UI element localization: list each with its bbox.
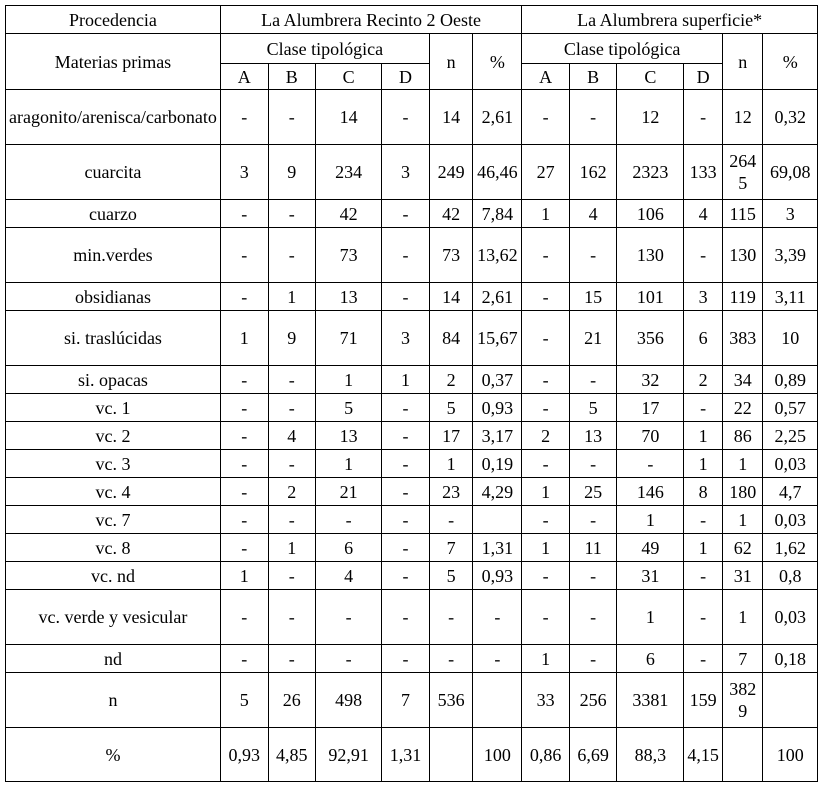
table-cell: 101 bbox=[617, 283, 684, 311]
table-cell: - bbox=[429, 590, 473, 645]
material-label: vc. 2 bbox=[6, 422, 221, 450]
materias-primas-header: Materias primas bbox=[6, 34, 221, 90]
table-cell: 92,91 bbox=[316, 728, 382, 782]
material-label: obsidianas bbox=[6, 283, 221, 311]
table-cell: 3829 bbox=[723, 673, 763, 728]
table-cell: - bbox=[382, 478, 430, 506]
table-cell: 42 bbox=[429, 200, 473, 228]
table-row bbox=[6, 450, 818, 478]
table-cell: 356 bbox=[617, 311, 684, 366]
table-cell: 86 bbox=[723, 422, 763, 450]
table-cell: - bbox=[268, 506, 315, 534]
table-cell: 2 bbox=[429, 366, 473, 394]
table-cell: - bbox=[684, 590, 723, 645]
table-cell: - bbox=[382, 450, 430, 478]
table-cell: - bbox=[473, 645, 522, 673]
table-cell: 15,67 bbox=[473, 311, 522, 366]
table-cell: 6 bbox=[617, 645, 684, 673]
table-cell: - bbox=[220, 90, 268, 145]
table-cell: - bbox=[268, 590, 315, 645]
table-cell: 5 bbox=[316, 394, 382, 422]
table-cell: 17 bbox=[429, 422, 473, 450]
table-cell: 133 bbox=[684, 145, 723, 200]
table-cell: 26 bbox=[268, 673, 315, 728]
site2-header: La Alumbrera superficie* bbox=[522, 6, 818, 34]
table-cell: 7,84 bbox=[473, 200, 522, 228]
header-row-clase bbox=[6, 34, 818, 64]
table-cell: 3381 bbox=[617, 673, 684, 728]
site1-header: La Alumbrera Recinto 2 Oeste bbox=[220, 6, 521, 34]
table-cell: - bbox=[684, 228, 723, 283]
table-cell: 62 bbox=[723, 534, 763, 562]
table-cell: 49 bbox=[617, 534, 684, 562]
site2-clase-header: Clase tipológica bbox=[522, 34, 723, 64]
table-cell: 1,62 bbox=[763, 534, 818, 562]
table-cell: 100 bbox=[763, 728, 818, 782]
table-cell: - bbox=[220, 228, 268, 283]
table-cell: - bbox=[220, 645, 268, 673]
table-cell: 180 bbox=[723, 478, 763, 506]
table-cell: 1 bbox=[684, 450, 723, 478]
table-cell: 4 bbox=[268, 422, 315, 450]
table-cell: 130 bbox=[723, 228, 763, 283]
table-cell: - bbox=[569, 590, 616, 645]
table-cell: - bbox=[220, 450, 268, 478]
table-cell: 162 bbox=[569, 145, 616, 200]
table-cell: - bbox=[268, 394, 315, 422]
material-label: cuarcita bbox=[6, 145, 221, 200]
table-cell: 1 bbox=[522, 534, 570, 562]
table-cell: 34 bbox=[723, 366, 763, 394]
table-cell: - bbox=[569, 506, 616, 534]
procedencia-header: Procedencia bbox=[6, 6, 221, 34]
table-cell: 1 bbox=[723, 506, 763, 534]
table-row bbox=[6, 228, 818, 283]
table-cell: - bbox=[522, 590, 570, 645]
table-cell: - bbox=[684, 562, 723, 590]
table-cell: 14 bbox=[429, 283, 473, 311]
table-cell: 6,69 bbox=[569, 728, 616, 782]
table-row bbox=[6, 728, 818, 782]
table-cell: 1 bbox=[268, 534, 315, 562]
table-cell: - bbox=[522, 450, 570, 478]
table-cell: - bbox=[268, 200, 315, 228]
table-cell: - bbox=[382, 534, 430, 562]
material-label: vc. 3 bbox=[6, 450, 221, 478]
site1-class-c-header: C bbox=[316, 64, 382, 90]
table-cell: 6 bbox=[684, 311, 723, 366]
table-row bbox=[6, 366, 818, 394]
table-cell: 0,03 bbox=[763, 590, 818, 645]
table-cell: 14 bbox=[316, 90, 382, 145]
table-cell: 2,61 bbox=[473, 283, 522, 311]
material-label: vc. 7 bbox=[6, 506, 221, 534]
table-cell: 73 bbox=[316, 228, 382, 283]
table-cell: - bbox=[569, 90, 616, 145]
table-cell: - bbox=[522, 366, 570, 394]
table-cell: 1 bbox=[316, 450, 382, 478]
table-cell: 1 bbox=[522, 200, 570, 228]
table-cell: 0,37 bbox=[473, 366, 522, 394]
table-cell: - bbox=[268, 90, 315, 145]
table-cell: 5 bbox=[429, 394, 473, 422]
table-cell: 3 bbox=[382, 145, 430, 200]
table-cell: 256 bbox=[569, 673, 616, 728]
table-cell: - bbox=[268, 450, 315, 478]
table-row bbox=[6, 90, 818, 145]
site2-class-c-header: C bbox=[617, 64, 684, 90]
table-cell: 8 bbox=[684, 478, 723, 506]
table-cell: - bbox=[684, 394, 723, 422]
table-cell: 70 bbox=[617, 422, 684, 450]
table-cell: 4 bbox=[316, 562, 382, 590]
table-cell: 42 bbox=[316, 200, 382, 228]
site1-pct-header: % bbox=[473, 34, 522, 90]
table-cell: - bbox=[220, 422, 268, 450]
table-cell: 498 bbox=[316, 673, 382, 728]
site1-class-b-header: B bbox=[268, 64, 315, 90]
table-cell: - bbox=[382, 200, 430, 228]
table-row bbox=[6, 645, 818, 673]
table-cell: 21 bbox=[316, 478, 382, 506]
site1-clase-header: Clase tipológica bbox=[220, 34, 429, 64]
table-cell: - bbox=[522, 283, 570, 311]
table-cell: - bbox=[684, 506, 723, 534]
table-cell: 1 bbox=[522, 645, 570, 673]
table-cell: - bbox=[382, 590, 430, 645]
table-cell: 115 bbox=[723, 200, 763, 228]
table-cell: - bbox=[569, 562, 616, 590]
table-cell: 12 bbox=[723, 90, 763, 145]
table-cell: 2,25 bbox=[763, 422, 818, 450]
table-cell: 1 bbox=[684, 422, 723, 450]
table-cell: - bbox=[382, 562, 430, 590]
table-cell: 4,29 bbox=[473, 478, 522, 506]
header-row-site bbox=[6, 6, 818, 34]
table-cell: 84 bbox=[429, 311, 473, 366]
table-cell: 130 bbox=[617, 228, 684, 283]
table-cell: 23 bbox=[429, 478, 473, 506]
table-cell: - bbox=[220, 283, 268, 311]
table-cell: - bbox=[382, 422, 430, 450]
table-row bbox=[6, 200, 818, 228]
table-cell: 13,62 bbox=[473, 228, 522, 283]
table-cell: 9 bbox=[268, 311, 315, 366]
table-cell: 1 bbox=[617, 590, 684, 645]
table-row bbox=[6, 590, 818, 645]
table-cell: - bbox=[522, 228, 570, 283]
table-cell: - bbox=[522, 562, 570, 590]
table-cell: - bbox=[522, 311, 570, 366]
site2-class-b-header: B bbox=[569, 64, 616, 90]
table-row bbox=[6, 506, 818, 534]
table-cell bbox=[473, 673, 522, 728]
table-cell: - bbox=[316, 506, 382, 534]
table-cell: - bbox=[382, 506, 430, 534]
table-row bbox=[6, 534, 818, 562]
provenance-table bbox=[5, 5, 818, 782]
site1-class-a-header: A bbox=[220, 64, 268, 90]
table-cell bbox=[723, 728, 763, 782]
table-cell: 0,93 bbox=[473, 394, 522, 422]
table-cell: 383 bbox=[723, 311, 763, 366]
table-cell: 2323 bbox=[617, 145, 684, 200]
table-cell: - bbox=[268, 228, 315, 283]
table-cell: - bbox=[684, 645, 723, 673]
table-cell: 32 bbox=[617, 366, 684, 394]
table-cell: 12 bbox=[617, 90, 684, 145]
table-cell: 5 bbox=[429, 562, 473, 590]
table-cell: 14 bbox=[429, 90, 473, 145]
table-row bbox=[6, 422, 818, 450]
table-cell: 7 bbox=[723, 645, 763, 673]
table-cell: 6 bbox=[316, 534, 382, 562]
table-cell: 1 bbox=[723, 450, 763, 478]
table-cell bbox=[763, 673, 818, 728]
table-cell: 1 bbox=[684, 534, 723, 562]
table-cell: 22 bbox=[723, 394, 763, 422]
table-cell: 13 bbox=[316, 422, 382, 450]
material-label: vc. 4 bbox=[6, 478, 221, 506]
table-cell: 7 bbox=[429, 534, 473, 562]
table-cell: 69,08 bbox=[763, 145, 818, 200]
table-cell: 234 bbox=[316, 145, 382, 200]
table-cell: - bbox=[220, 506, 268, 534]
table-cell: 3,11 bbox=[763, 283, 818, 311]
site2-class-d-header: D bbox=[684, 64, 723, 90]
table-cell: 1 bbox=[268, 283, 315, 311]
table-cell: 2,61 bbox=[473, 90, 522, 145]
table-cell: 1 bbox=[617, 506, 684, 534]
table-cell: 3,17 bbox=[473, 422, 522, 450]
table-cell: 4,85 bbox=[268, 728, 315, 782]
table-row bbox=[6, 311, 818, 366]
table-cell: - bbox=[382, 228, 430, 283]
table-cell: 1 bbox=[522, 478, 570, 506]
material-label: si. opacas bbox=[6, 366, 221, 394]
table-cell: 1,31 bbox=[382, 728, 430, 782]
table-cell: 2645 bbox=[723, 145, 763, 200]
material-label: n bbox=[6, 673, 221, 728]
table-cell: - bbox=[382, 90, 430, 145]
table-cell: 5 bbox=[569, 394, 616, 422]
table-cell: - bbox=[268, 645, 315, 673]
table-cell: - bbox=[569, 645, 616, 673]
table-cell: 3 bbox=[763, 200, 818, 228]
table-cell: 0,93 bbox=[473, 562, 522, 590]
table-cell: 10 bbox=[763, 311, 818, 366]
table-cell: 119 bbox=[723, 283, 763, 311]
table-row bbox=[6, 673, 818, 728]
table-cell: - bbox=[522, 394, 570, 422]
table-cell: - bbox=[220, 366, 268, 394]
table-cell: - bbox=[569, 450, 616, 478]
material-label: vc. nd bbox=[6, 562, 221, 590]
table-cell: 88,3 bbox=[617, 728, 684, 782]
table-cell: 0,03 bbox=[763, 450, 818, 478]
table-cell: 106 bbox=[617, 200, 684, 228]
table-cell: 31 bbox=[723, 562, 763, 590]
material-label: si. traslúcidas bbox=[6, 311, 221, 366]
table-cell: 17 bbox=[617, 394, 684, 422]
table-cell: 27 bbox=[522, 145, 570, 200]
table-cell: 4 bbox=[684, 200, 723, 228]
table-cell: - bbox=[220, 200, 268, 228]
table-cell: - bbox=[569, 366, 616, 394]
table-cell: 2 bbox=[268, 478, 315, 506]
table-cell: - bbox=[429, 645, 473, 673]
table-cell: 0,57 bbox=[763, 394, 818, 422]
table-cell: - bbox=[473, 590, 522, 645]
table-row bbox=[6, 283, 818, 311]
table-cell: - bbox=[220, 590, 268, 645]
material-label: vc. verde y vesicular bbox=[6, 590, 221, 645]
table-cell: 1 bbox=[723, 590, 763, 645]
table-cell: 0,89 bbox=[763, 366, 818, 394]
table-cell: 1 bbox=[382, 366, 430, 394]
site2-class-a-header: A bbox=[522, 64, 570, 90]
table-cell: 2 bbox=[522, 422, 570, 450]
material-label: vc. 1 bbox=[6, 394, 221, 422]
table-cell: 7 bbox=[382, 673, 430, 728]
table-row bbox=[6, 562, 818, 590]
table-cell: 4,7 bbox=[763, 478, 818, 506]
table-cell bbox=[429, 728, 473, 782]
table-cell: - bbox=[316, 645, 382, 673]
table-cell: 1 bbox=[220, 562, 268, 590]
site2-n-header: n bbox=[723, 34, 763, 90]
material-label: vc. 8 bbox=[6, 534, 221, 562]
table-cell: 71 bbox=[316, 311, 382, 366]
table-cell: 3 bbox=[684, 283, 723, 311]
table-cell: - bbox=[220, 394, 268, 422]
material-label: % bbox=[6, 728, 221, 782]
site1-class-d-header: D bbox=[382, 64, 430, 90]
table-cell: - bbox=[220, 534, 268, 562]
table-cell: 3 bbox=[382, 311, 430, 366]
table-cell: 146 bbox=[617, 478, 684, 506]
table-cell: - bbox=[617, 450, 684, 478]
site1-n-header: n bbox=[429, 34, 473, 90]
table-cell: 4 bbox=[569, 200, 616, 228]
table-cell: 1 bbox=[429, 450, 473, 478]
table-cell: 1 bbox=[220, 311, 268, 366]
table-cell: - bbox=[382, 283, 430, 311]
table-cell: 159 bbox=[684, 673, 723, 728]
table-cell: 0,86 bbox=[522, 728, 570, 782]
table-cell: 31 bbox=[617, 562, 684, 590]
table-cell: 0,03 bbox=[763, 506, 818, 534]
table-cell: 536 bbox=[429, 673, 473, 728]
table-cell: 0,18 bbox=[763, 645, 818, 673]
table-cell: 33 bbox=[522, 673, 570, 728]
table-cell: 11 bbox=[569, 534, 616, 562]
table-cell: 13 bbox=[316, 283, 382, 311]
table-cell: 0,93 bbox=[220, 728, 268, 782]
table-cell: 1 bbox=[316, 366, 382, 394]
table-cell: 0,8 bbox=[763, 562, 818, 590]
table-cell bbox=[473, 506, 522, 534]
table-cell: 4,15 bbox=[684, 728, 723, 782]
table-cell: - bbox=[268, 562, 315, 590]
table-cell: - bbox=[268, 366, 315, 394]
table-cell: 249 bbox=[429, 145, 473, 200]
table-row bbox=[6, 145, 818, 200]
table-cell: 1,31 bbox=[473, 534, 522, 562]
site2-pct-header: % bbox=[763, 34, 818, 90]
material-label: cuarzo bbox=[6, 200, 221, 228]
table-cell: - bbox=[220, 478, 268, 506]
material-label: nd bbox=[6, 645, 221, 673]
table-cell: 0,19 bbox=[473, 450, 522, 478]
table-cell: 0,32 bbox=[763, 90, 818, 145]
table-cell: 15 bbox=[569, 283, 616, 311]
table-cell: 25 bbox=[569, 478, 616, 506]
material-label: min.verdes bbox=[6, 228, 221, 283]
table-cell: 3,39 bbox=[763, 228, 818, 283]
table-cell: 2 bbox=[684, 366, 723, 394]
table-cell: - bbox=[522, 90, 570, 145]
table-cell: 21 bbox=[569, 311, 616, 366]
table-cell: 9 bbox=[268, 145, 315, 200]
table-cell: 5 bbox=[220, 673, 268, 728]
material-label: aragonito/arenisca/carbonato bbox=[6, 90, 221, 145]
table-cell: - bbox=[429, 506, 473, 534]
table-cell: - bbox=[569, 228, 616, 283]
table-cell: 73 bbox=[429, 228, 473, 283]
table-cell: 3 bbox=[220, 145, 268, 200]
table-cell: 46,46 bbox=[473, 145, 522, 200]
table-cell: 13 bbox=[569, 422, 616, 450]
table-cell: - bbox=[522, 506, 570, 534]
table-cell: 100 bbox=[473, 728, 522, 782]
table-cell: - bbox=[382, 645, 430, 673]
table-cell: - bbox=[316, 590, 382, 645]
table-row bbox=[6, 394, 818, 422]
table-cell: - bbox=[382, 394, 430, 422]
table-row bbox=[6, 478, 818, 506]
table-cell: - bbox=[684, 90, 723, 145]
